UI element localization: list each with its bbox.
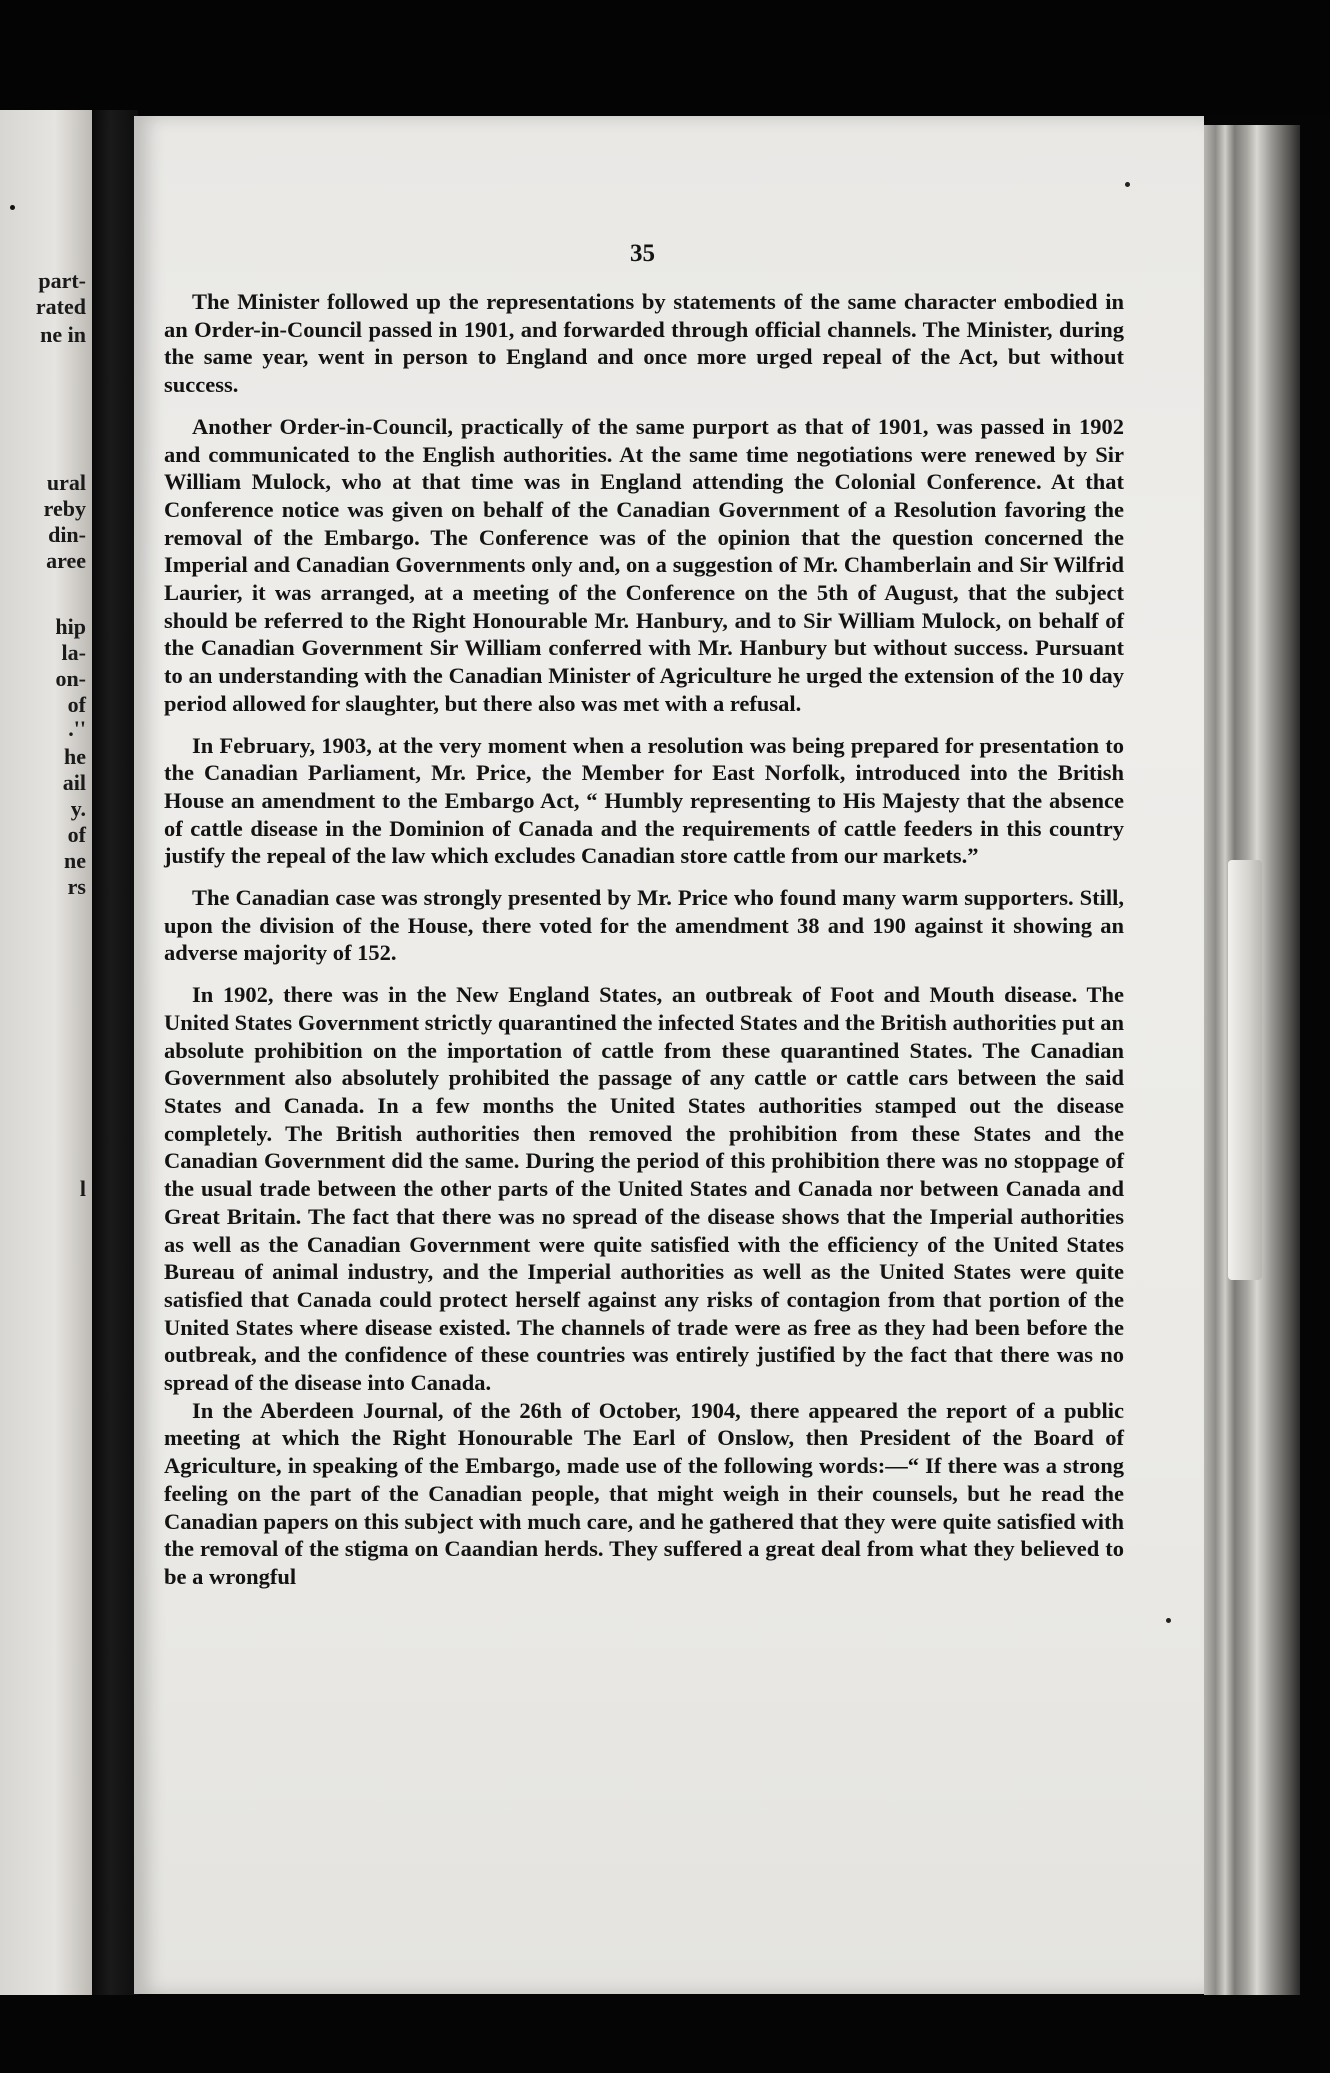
paragraph: The Canadian case was strongly presented by Mr. Price who found many warm supporters. Still, upon the division of the House, there voted for the amendment 38 and 190 against it showing an adverse majority of 152. (164, 885, 1124, 966)
previous-page-fragment: ural (46, 470, 86, 495)
previous-page-fragment: la- (61, 640, 86, 665)
book-gutter (92, 110, 138, 2045)
page-body-text (164, 288, 1124, 1591)
paragraph: In February, 1903, at the very moment when a resolution was being prepared for presentation to the Canadian Parliament, Mr. Price, the Member for East Norfolk, introduced into the British House an amendment to the Embargo Act, “ Humbly representing to His Majesty that the absence of cattle disease in the Dominion of Canada and the requirements of cattle feeders in this country justify the repeal of the law which excludes Canadian store cattle from our markets.” (164, 732, 1124, 869)
previous-page-fragment: reby (43, 496, 86, 521)
previous-page-fragment: rs (67, 874, 86, 899)
previous-page-fragment: on- (55, 666, 86, 691)
paper-speck (1166, 1618, 1171, 1623)
previous-page-fragment: y. (70, 796, 86, 821)
previous-page-edge (0, 110, 92, 2040)
previous-page-fragment: part- (38, 268, 86, 293)
previous-page-fragment: he (64, 744, 86, 769)
previous-page-fragment: ail (62, 770, 86, 795)
paragraph: Another Order-in-Council, practically of the same purport as that of 1901, was passed in 1902 and communicated to the English authorities. At the same time negotiations were renewed by Sir William Mulock, who at that time was in England attending the Colonial Conference. At that Conference notice was given on behalf of the Canadian Government of a Resolution favoring the removal of the Embargo. The Conference was of the opinion that the question concerned the Imperial and Canadian Governments only and, on a suggestion of Mr. Chamberlain and Sir Wilfrid Laurier, it was arranged, at a meeting of the Conference on the 5th of August, that the subject should be referred to the Right Honourable Mr. Hanbury, and to Sir William Mulock, on behalf of the Canadian Government Sir William conferred with Mr. Hanbury but without success. Pursuant to an understanding with the Canadian Minister of Agriculture he urged the extension of the 10 day period allowed for slaughter, but there also was met with a refusal. (164, 413, 1124, 716)
page-number: 35 (630, 240, 655, 267)
previous-page-fragment: l (79, 1176, 86, 1201)
previous-page-fragment: rated (35, 294, 86, 319)
previous-page-fragment: of (67, 822, 86, 847)
previous-page-fragment: ne in (40, 322, 86, 347)
paragraph: The Minister followed up the representations by statements of the same character embodied in an Order-in-Council passed in 1901, and forwarded through official channels. The Minister, during the same year, went in person to England and once more urged repeal of the Act, but without success. (164, 289, 1124, 398)
previous-page-fragment: ne (64, 848, 86, 873)
previous-page-fragment: of (67, 692, 86, 717)
paper-speck (10, 205, 15, 210)
paragraph: In the Aberdeen Journal, of the 26th of October, 1904, there appeared the report of a public meeting at which the Right Honourable The Earl of Onslow, then President of the Board of Agriculture, in speaking of the Embargo, made use of the following words:—“ If there was a strong feeling on the part of the Canadian people, that might weigh in their counsels, but he read the Canadian papers on this subject with much care, and he gathered that they were quite satisfied with the removal of the stigma on Caandian herds. They suffered a great deal from what they believed to be a wrongful (164, 1397, 1124, 1589)
previous-page-fragment: aree (46, 548, 86, 573)
paper-speck (1125, 182, 1130, 187)
scan-top-border (0, 0, 1330, 115)
page-stack-highlight (1228, 860, 1262, 1280)
previous-page-fragment: din- (48, 522, 86, 547)
paragraph: In 1902, there was in the New England States, an outbreak of Foot and Mouth disease. The United States Government strictly quarantined the infected States and the British authorities put an absolute prohibition on the importation of cattle from these quarantined States. The Canadian Government also absolutely prohibited the passage of any cattle or cattle cars between the said States and Canada. In a few months the United States authorities stamped out the disease completely. The British authorities then removed the prohibition from these States and the Canadian Government did the same. During the period of this prohibition there was no stoppage of the usual trade between the other parts of the United States and Canada nor between Canada and Great Britain. The fact that there was no spread of the disease shows that the Imperial authorities as well as the Canadian Government were quite satisfied with the efficiency of the United States Bureau of animal industry, and the Imperial authorities as well as the United States were quite satisfied that Canada could protect herself against any risks of contagion from that portion of the United States where disease existed. The channels of trade were as free as they had been before the outbreak, and the confidence of these countries was entirely justified by the fact that there was no spread of the disease into Canada. (164, 982, 1124, 1396)
scan-bottom-border (0, 1995, 1330, 2073)
previous-page-fragment: .'' (68, 716, 86, 741)
previous-page-fragment: hip (55, 614, 86, 639)
